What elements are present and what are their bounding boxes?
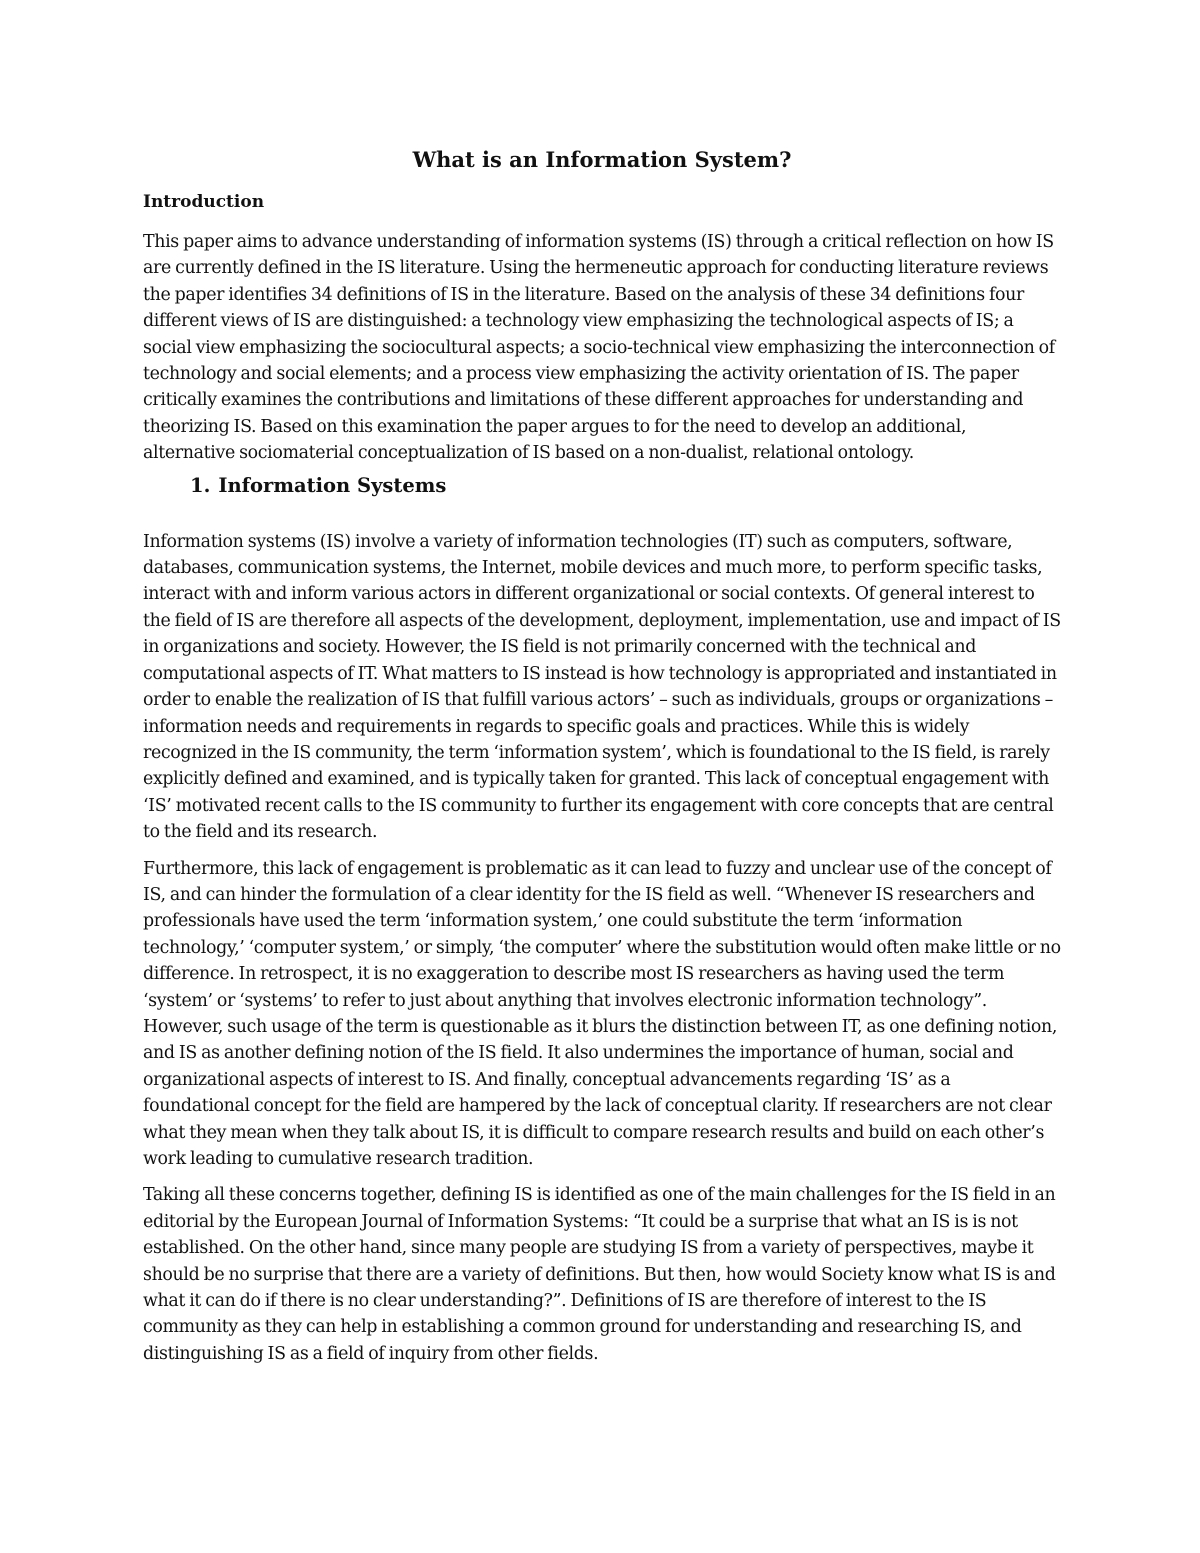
- document-body: [143, 0, 1061, 1367]
- section-1-paragraph-2: Furthermore, this lack of engagement is problematic as it can lead to fuzzy and unclear use of the concept of IS, and can hinder the formulation of a clear identity for the IS field as well. “Whenever IS researchers and professionals have used the term ‘information system,’ one could substitute the term ‘information technology,’ ‘computer system,’ or simply, ‘the computer’ where the substitution would often make little or no difference. In retrospect, it is no exaggeration to describe most IS researchers as having used the term ‘system’ or ‘systems’ to refer to just about anything that involves electronic information technology”. However, such usage of the term is questionable as it blurs the distinction between IT, as one defining notion, and IS as another defining notion of the IS field. It also undermines the importance of human, social and organizational aspects of interest to IS. And finally, conceptual advancements regarding ‘IS’ as a foundational concept for the field are hampered by the lack of conceptual clarity. If researchers are not clear what they mean when they talk about IS, it is difficult to compare research results and build on each other’s work leading to cumulative research tradition.: [143, 858, 1061, 1169]
- document-title: What is an Information System?: [412, 147, 792, 172]
- introduction-heading: Introduction: [143, 192, 265, 212]
- section-1-title: Information Systems: [218, 473, 447, 497]
- introduction-paragraph: This paper aims to advance understanding of information systems (IS) through a critical reflection on how IS are currently defined in the IS literature. Using the hermeneutic approach for conducting literature reviews the paper identifies 34 definitions of IS in the literature. Based on the analysis of these 34 definitions four different views of IS are distinguished: a technology view emphasizing the technological aspects of IS; a social view emphasizing the sociocultural aspects; a socio-technical view emphasizing the interconnection of technology and social elements; and a process view emphasizing the activity orientation of IS. The paper critically examines the contributions and limitations of these different approaches for understanding and theorizing IS. Based on this examination the paper argues to for the need to develop an additional, alternative sociomaterial conceptualization of IS based on a non-dualist, relational ontology.: [143, 232, 1055, 464]
- section-1-heading: [190, 470, 1061, 502]
- section-1-number: 1.: [190, 473, 211, 497]
- section-1-paragraph-3: Taking all these concerns together, defining IS is identified as one of the main challenges for the IS field in an editorial by the European Journal of Information Systems: “It could be a surprise that what an IS is is not established. On the other hand, since many people are studying IS from a variety of perspectives, maybe it should be no surprise that there are a variety of definitions. But then, how would Society know what IS is and what it can do if there is no clear understanding?”. Definitions of IS are therefore of interest to the IS community as they can help in establishing a common ground for understanding and researching IS, and distinguishing IS as a field of inquiry from other fields.: [143, 1185, 1056, 1364]
- section-1-paragraph-1: Information systems (IS) involve a variety of information technologies (IT) such as computers, software, databases, communication systems, the Internet, mobile devices and much more, to perform specific tasks, interact with and inform various actors in different organizational or social contexts. Of general interest to the field of IS are therefore all aspects of the development, deployment, implementation, use and impact of IS in organizations and society. However, the IS field is not primarily concerned with the technical and computational aspects of IT. What matters to IS instead is how technology is appropriated and instantiated in order to enable the realization of IS that fulfill various actors’ – such as individuals, groups or organizations – information needs and requirements in regards to specific goals and practices. While this is widely recognized in the IS community, the term ‘information system’, which is foundational to the IS field, is rarely explicitly defined and examined, and is typically taken for granted. This lack of conceptual engagement with ‘IS’ motivated recent calls to the IS community to further its engagement with core concepts that are central to the field and its research.: [143, 531, 1061, 843]
